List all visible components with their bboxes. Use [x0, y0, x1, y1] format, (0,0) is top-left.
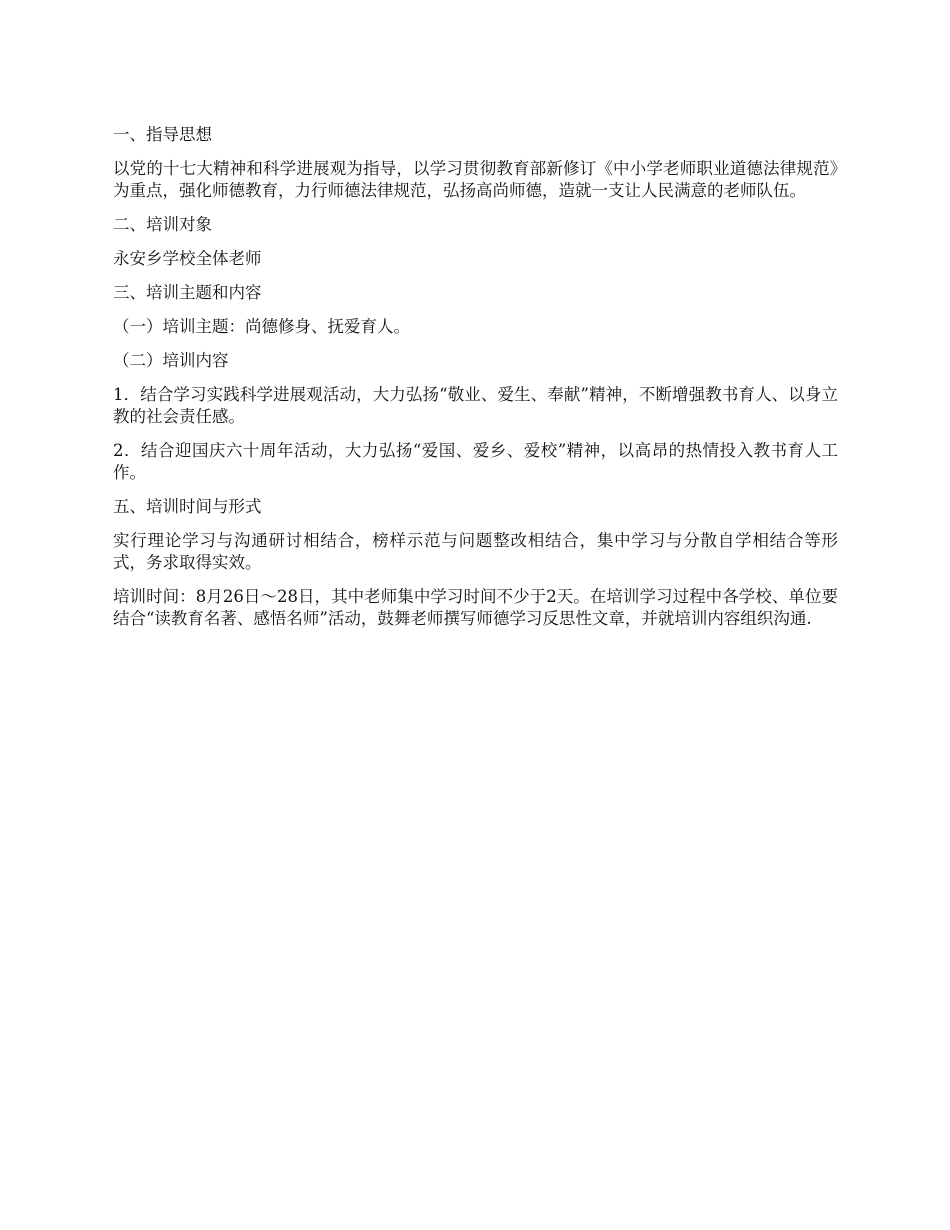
paragraph-training-time: 培训时间：8月26日～28日，其中老师集中学习时间不少于2天。在培训学习过程中各学校、单位要结合“读教育名著、感悟名师”活动，鼓舞老师撰写师德学习反思性文章，并就培训内容组织沟通. [113, 587, 838, 628]
list-item-2: 2．结合迎国庆六十周年活动，大力弘扬“爱国、爱乡、爱校”精神，以高昂的热情投入教书育人工作。 [113, 441, 838, 482]
paragraph-training-form: 实行理论学习与沟通研讨相结合，榜样示范与问题整改相结合，集中学习与分散自学相结合等形式，务求取得实效。 [113, 531, 838, 572]
heading-guiding-ideology: 一、指导思想 [113, 125, 212, 144]
paragraph-training-theme: （一）培训主题：尚德修身、抚爱育人。 [113, 317, 410, 336]
paragraph-guiding-ideology: 以党的十七大精神和科学进展观为指导，以学习贯彻教育部新修订《中小学老师职业道德法律规范》为重点，强化师德教育，力行师德法律规范，弘扬高尚师德，造就一支让人民满意的老师队伍。 [113, 159, 838, 200]
paragraph-training-content-heading: （二）培训内容 [113, 351, 229, 370]
list-item-1: 1．结合学习实践科学进展观活动，大力弘扬“敬业、爱生、奉献”精神，不断增强教书育人、以身立教的社会责任感。 [113, 385, 838, 426]
heading-training-time-form: 五、培训时间与形式 [113, 497, 262, 516]
heading-training-theme-content: 三、培训主题和内容 [113, 283, 262, 302]
document-body [113, 124, 838, 642]
paragraph-training-target: 永安乡学校全体老师 [113, 249, 262, 268]
heading-training-target: 二、培训对象 [113, 215, 212, 234]
